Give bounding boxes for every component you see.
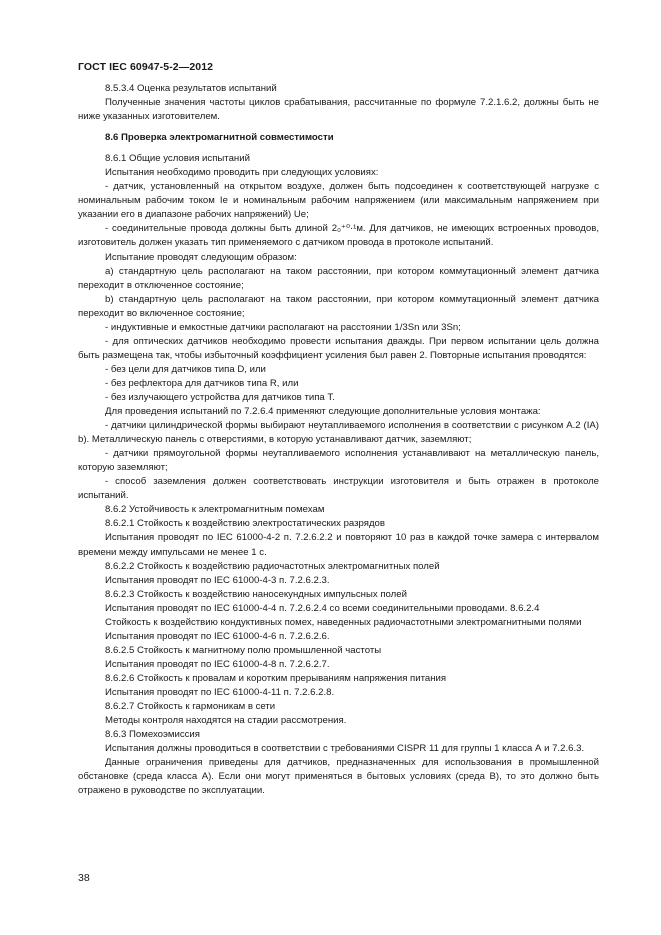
list-item: a) стандартную цель располагают на таком расстоянии, при котором коммутационный элемент датчика переходит в отключенное состояние;: [78, 265, 599, 291]
paragraph: Испытания проводят по IEC 61000-4-6 п. 7.2.6.2.6.: [105, 630, 330, 642]
list-item: - соединительные провода должны быть длиной 2₀⁺⁰·¹м. Для датчиков, не имеющих встроенных проводов, изготовитель должен указать тип применяемого с датчиком провода в протоколе испытаний.: [78, 223, 599, 249]
section-heading: 8.6.2 Устойчивость к электромагнитным помехам: [105, 504, 325, 516]
list-item: b) стандартную цель располагают на таком расстоянии, при котором коммутационный элемент датчика переходит во включенное состояние;: [78, 293, 599, 319]
section-heading: 8.5.3.4 Оценка результатов испытаний: [105, 83, 277, 94]
section-heading: 8.6.2.1 Стойкость к воздействию электростатических разрядов: [105, 518, 385, 530]
paragraph: Испытания проводят по IEC 61000-4-4 п. 7.2.6.2.4 со всеми соединительными проводами. 8.6.2.4: [105, 602, 540, 614]
list-item: - индуктивные и емкостные датчики располагают на расстоянии 1/3Sn или 3Sn;: [105, 321, 461, 333]
list-item: - без цели для датчиков типа D, или: [105, 363, 266, 375]
section-heading: 8.6.2.3 Стойкость к воздействию наносекундных импульсных полей: [105, 588, 407, 600]
list-item: - датчики прямоугольной формы неутапливаемого исполнения устанавливают на металлическую панель, которую заземляют;: [78, 448, 599, 474]
section-heading: 8.6.2.6 Стойкость к провалам и коротким прерываниям напряжения питания: [105, 672, 447, 684]
list-item: - без рефлектора для датчиков типа R, или: [105, 377, 299, 389]
paragraph: Испытания проводят по IEC 61000-4-3 п. 7.2.6.2.3.: [105, 574, 330, 586]
paragraph: Данные ограничения приведены для датчиков, предназначенных для использования в промышленной обстановке (среда класса А). Если они могут применяться в бытовых условиях (среда В), то это должно быть отражено в руководстве по эксплуатации.: [78, 757, 599, 797]
page-number: 38: [78, 872, 90, 884]
list-item: - для оптических датчиков необходимо провести испытания дважды. При первом испытании цель должна быть размещена так, чтобы избыточный коэффициент усиления был равен 2. Повторные испытания проводятся:: [78, 335, 599, 361]
list-item: - способ заземления должен соответствовать инструкции изготовителя и быть отражен в протоколе испытаний.: [78, 476, 599, 502]
list-item: - датчики цилиндрической формы выбирают неутапливаемого исполнения в соответствии с рисунком А.2 (IA) b). Металлическую панель с отверстиями, в которую устанавливают датчик, заземляют;: [78, 420, 599, 446]
paragraph: Методы контроля находятся на стадии рассмотрения.: [105, 715, 347, 727]
list-item: - без излучающего устройства для датчиков типа Т.: [105, 391, 335, 403]
paragraph: Испытание проводят следующим образом:: [105, 251, 297, 263]
paragraph: Испытания проводят по IEC 61000-4-11 п. 7.2.6.2.8.: [105, 686, 335, 698]
section-heading: 8.6.2.2 Стойкость к воздействию радиочастотных электромагнитных полей: [105, 560, 440, 572]
section-heading: 8.6 Проверка электромагнитной совместимости: [105, 132, 334, 144]
paragraph: Испытания проводят по IEC 61000-4-2 п. 7.2.6.2.2 и повторяют 10 раз в каждой точке замера с интервалом времени между импульсами не менее 1 с.: [78, 532, 599, 558]
paragraph: Для проведения испытаний по 7.2.6.4 применяют следующие дополнительные условия монтажа:: [105, 406, 541, 418]
paragraph: Испытания проводят по IEC 61000-4-8 п. 7.2.6.2.7.: [105, 658, 330, 670]
document-body: [78, 82, 599, 798]
list-item: - датчик, установленный на открытом воздухе, должен быть подсоединен к соответствующей нагрузке с номинальным рабочим током Iе и номинальным рабочим напряжением (или максимальным напряжением при указании его в диапазоне рабочих напряжений) Uе;: [78, 181, 599, 221]
paragraph: Стойкость к воздействию кондуктивных помех, наведенных радиочастотными электромагнитными полями: [105, 616, 582, 628]
paragraph: Испытания должны проводиться в соответствии с требованиями CISPR 11 для группы 1 класса А и 7.2.6.3.: [105, 743, 585, 755]
section-heading: 8.6.3 Помехоэмиссия: [105, 729, 200, 741]
document-header: ГОСТ IEC 60947-5-2—2012: [78, 61, 214, 73]
section-heading: 8.6.2.5 Стойкость к магнитному полю промышленной частоты: [105, 644, 382, 656]
paragraph: Испытания необходимо проводить при следующих условиях:: [105, 167, 379, 179]
paragraph: Полученные значения частоты циклов срабатывания, рассчитанные по формуле 7.2.1.6.2, должны быть не ниже указанных изготовителем.: [78, 97, 599, 123]
section-heading: 8.6.1 Общие условия испытаний: [105, 153, 250, 165]
section-heading: 8.6.2.7 Стойкость к гармоникам в сети: [105, 701, 276, 713]
